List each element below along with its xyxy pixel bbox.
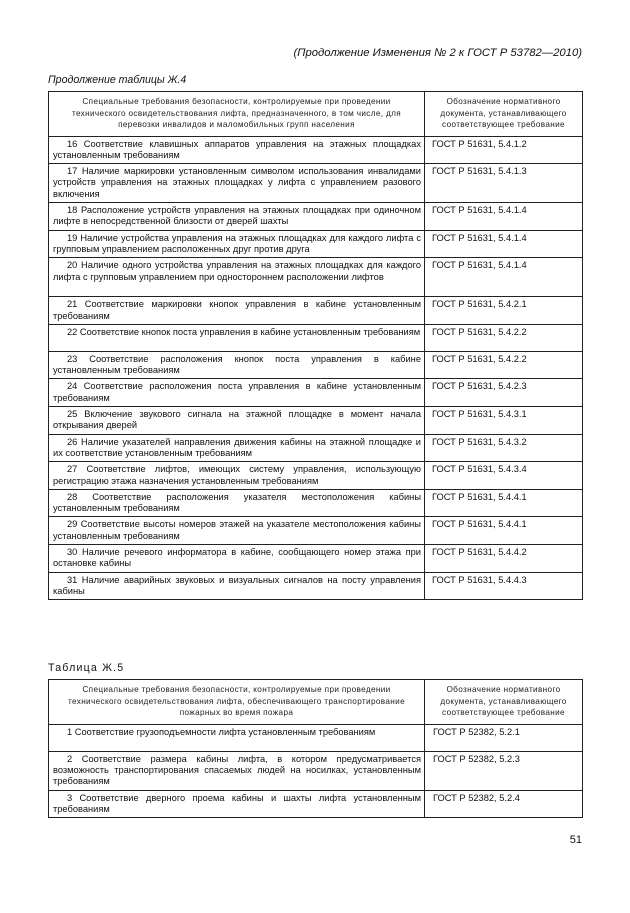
standard-cell: ГОСТ Р 51631, 5.4.3.2 — [425, 434, 583, 462]
table-row — [49, 164, 583, 203]
table-row — [49, 790, 583, 818]
requirement-cell: 2 Соответствие размера кабины лифта, в котором предусматривается возможность транспортирования спасаемых людей на носилках, установленным требованиям — [49, 751, 425, 790]
requirement-cell: 26 Наличие указателей направления движения кабины на этажной площадке и их соответствие установленным требованиям — [49, 434, 425, 462]
table-row — [49, 379, 583, 407]
standard-cell: ГОСТ Р 52382, 5.2.3 — [425, 751, 583, 790]
standard-cell: ГОСТ Р 52382, 5.2.4 — [425, 790, 583, 818]
standard-cell: ГОСТ Р 51631, 5.4.4.2 — [425, 545, 583, 573]
requirement-cell: 25 Включение звукового сигнала на этажной площадке в момент начала открывания дверей — [49, 407, 425, 435]
requirement-cell: 21 Соответствие маркировки кнопок управления в кабине установленным требованиям — [49, 297, 425, 325]
table-header-row — [49, 680, 583, 725]
standard-cell: ГОСТ Р 51631, 5.4.4.1 — [425, 517, 583, 545]
standard-cell: ГОСТ Р 51631, 5.4.1.4 — [425, 258, 583, 297]
standard-cell: ГОСТ Р 51631, 5.4.2.3 — [425, 379, 583, 407]
standard-cell: ГОСТ Р 51631, 5.4.2.1 — [425, 297, 583, 325]
table-row — [49, 572, 583, 600]
column-header-requirements: Специальные требования безопасности, контролируемые при проведении технического освидетельствования лифта, обеспечивающего транспортирование пожарных во время пожара — [49, 680, 425, 725]
table-row — [49, 434, 583, 462]
table-row — [49, 258, 583, 297]
requirement-cell: 24 Соответствие расположения поста управления в кабине установленным требованиям — [49, 379, 425, 407]
column-header-standard: Обозначение нормативного документа, устанавливающего соответствующее требование — [425, 92, 583, 137]
requirement-cell: 19 Наличие устройства управления на этажных площадках для каждого лифта с групповым управлением расположенных друг против друга — [49, 230, 425, 258]
column-header-standard: Обозначение нормативного документа, устанавливающего соответствующее требование — [425, 680, 583, 725]
page-header: (Продолжение Изменения № 2 к ГОСТ Р 53782—2010) — [293, 47, 582, 59]
standard-cell: ГОСТ Р 51631, 5.4.4.1 — [425, 489, 583, 517]
table-row — [49, 351, 583, 379]
table-row — [49, 230, 583, 258]
table-header-row — [49, 92, 583, 137]
requirement-cell: 30 Наличие речевого информатора в кабине, сообщающего номер этажа при остановке кабины — [49, 545, 425, 573]
table-zh4 — [48, 91, 583, 600]
table-row — [49, 324, 583, 351]
requirement-cell: 3 Соответствие дверного проема кабины и шахты лифта установленным требованиям — [49, 790, 425, 818]
table-row — [49, 136, 583, 164]
table1-caption: Продолжение таблицы Ж.4 — [48, 74, 187, 86]
standard-cell: ГОСТ Р 51631, 5.4.3.1 — [425, 407, 583, 435]
table-row — [49, 407, 583, 435]
table-row — [49, 462, 583, 490]
standard-cell: ГОСТ Р 51631, 5.4.2.2 — [425, 351, 583, 379]
table-row — [49, 724, 583, 751]
column-header-requirements: Специальные требования безопасности, контролируемые при проведении технического освидетельствования лифта, предназначенного, в том числе, для перевозки инвалидов и маломобильных групп населения — [49, 92, 425, 137]
standard-cell: ГОСТ Р 51631, 5.4.1.4 — [425, 203, 583, 231]
standard-cell: ГОСТ Р 51631, 5.4.2.2 — [425, 324, 583, 351]
requirement-cell: 17 Наличие маркировки установленным символом использования инвалидами устройств управления на этажных площадках у лифта с управлением разового включения — [49, 164, 425, 203]
standard-cell: ГОСТ Р 51631, 5.4.1.4 — [425, 230, 583, 258]
standard-cell: ГОСТ Р 51631, 5.4.4.3 — [425, 572, 583, 600]
table-row — [49, 545, 583, 573]
requirement-cell: 20 Наличие одного устройства управления на этажных площадках для каждого лифта с групповым управлением при одностороннем расположении лифтов — [49, 258, 425, 297]
requirement-cell: 29 Соответствие высоты номеров этажей на указателе местоположения кабины установленным требованиям — [49, 517, 425, 545]
standard-cell: ГОСТ Р 51631, 5.4.3.4 — [425, 462, 583, 490]
table2-caption: Таблица Ж.5 — [48, 662, 125, 674]
standard-cell: ГОСТ Р 51631, 5.4.1.2 — [425, 136, 583, 164]
table-row — [49, 297, 583, 325]
standard-cell: ГОСТ Р 52382, 5.2.1 — [425, 724, 583, 751]
requirement-cell: 18 Расположение устройств управления на этажных площадках при одиночном лифте в непосредственной близости от дверей шахты — [49, 203, 425, 231]
page-number: 51 — [569, 834, 582, 846]
requirement-cell: 27 Соответствие лифтов, имеющих систему управления, использующую регистрацию этажа назначения установленным требованиям — [49, 462, 425, 490]
requirement-cell: 16 Соответствие клавишных аппаратов управления на этажных площадках установленным требованиям — [49, 136, 425, 164]
requirement-cell: 23 Соответствие расположения кнопок поста управления в кабине установленным требованиям — [49, 351, 425, 379]
table-zh5 — [48, 679, 583, 818]
standard-cell: ГОСТ Р 51631, 5.4.1.3 — [425, 164, 583, 203]
requirement-cell: 31 Наличие аварийных звуковых и визуальных сигналов на посту управления кабины — [49, 572, 425, 600]
requirement-cell: 1 Соответствие грузоподъемности лифта установленным требованиям — [49, 724, 425, 751]
requirement-cell: 28 Соответствие расположения указателя местоположения кабины установленным требованиям — [49, 489, 425, 517]
table-row — [49, 489, 583, 517]
table-row — [49, 203, 583, 231]
requirement-cell: 22 Соответствие кнопок поста управления в кабине установленным требованиям — [49, 324, 425, 351]
table-row — [49, 751, 583, 790]
table-row — [49, 517, 583, 545]
